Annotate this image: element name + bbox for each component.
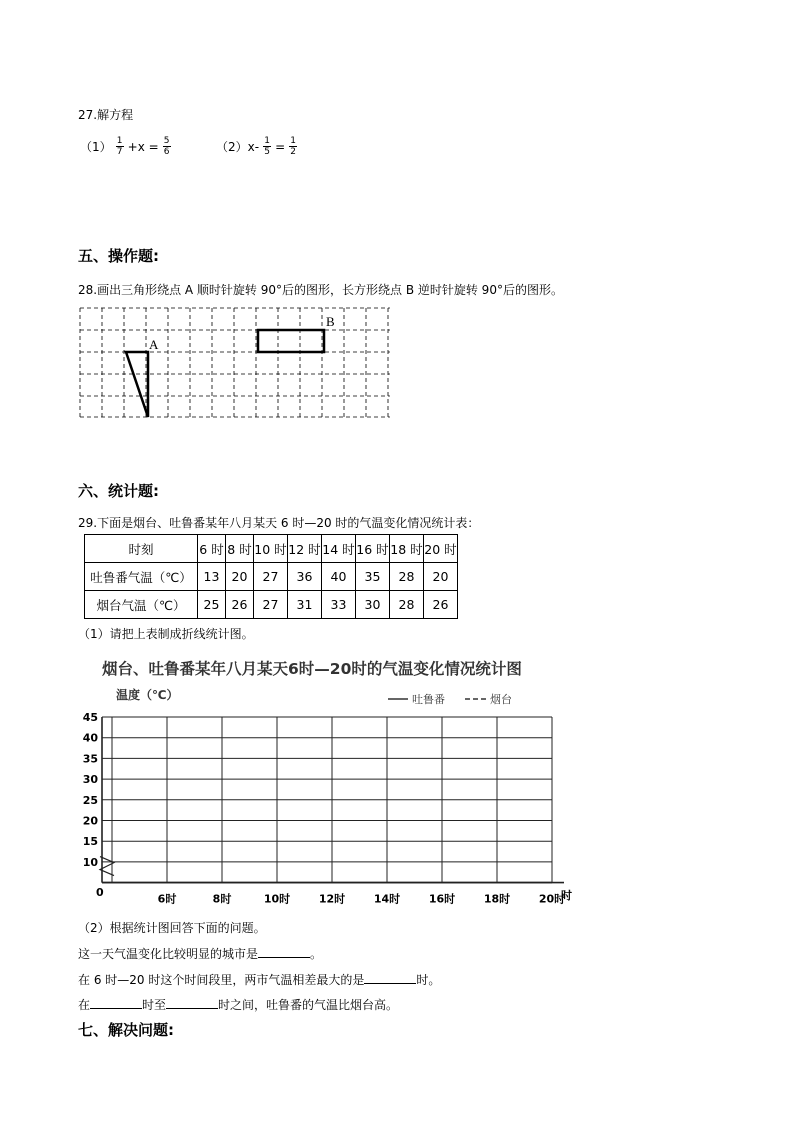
table-cell: 13 bbox=[198, 563, 226, 591]
chart-grid bbox=[100, 717, 564, 883]
section5-title: 五、操作题: bbox=[78, 247, 159, 265]
q29-line2: 在 6 时—20 时这个时间段里，两市气温相差最大的是 时。 bbox=[78, 970, 440, 988]
table-header-cell: 16 时 bbox=[356, 535, 390, 563]
y-tick-label: 10 bbox=[82, 855, 98, 869]
rotation-grid bbox=[78, 304, 394, 420]
table-cell: 吐鲁番气温（℃） bbox=[85, 563, 198, 591]
equation-1 bbox=[80, 136, 173, 157]
x-tick-label: 6时 bbox=[157, 892, 177, 906]
table-cell: 27 bbox=[254, 563, 288, 591]
chart-title: 烟台、吐鲁番某年八月某天6时—20时的气温变化情况统计图 bbox=[102, 660, 522, 678]
table-header-row bbox=[85, 535, 458, 563]
x-tick-label: 8时 bbox=[212, 892, 232, 906]
y-tick-label: 20 bbox=[82, 814, 98, 828]
table-cell: 26 bbox=[226, 591, 254, 619]
table-header-cell: 14 时 bbox=[322, 535, 356, 563]
answer-blank[interactable] bbox=[258, 944, 310, 958]
table-header-cell: 18 时 bbox=[390, 535, 424, 563]
x-tick-label: 14时 bbox=[373, 892, 401, 906]
q29-sub2: （2）根据统计图回答下面的问题。 bbox=[78, 921, 266, 935]
y-tick-label: 35 bbox=[82, 752, 98, 766]
equation-2 bbox=[216, 136, 299, 157]
table-cell: 33 bbox=[322, 591, 356, 619]
rectangle-shape bbox=[258, 330, 324, 352]
x-tick-label: 20时 bbox=[538, 892, 566, 906]
table-cell: 28 bbox=[390, 563, 424, 591]
eq1-label: （1） bbox=[80, 140, 112, 154]
table-cell: 28 bbox=[390, 591, 424, 619]
table-cell: 40 bbox=[322, 563, 356, 591]
eq2-fraction-a: $\frac{1}{5}$ bbox=[264, 136, 270, 157]
table-cell: 27 bbox=[254, 591, 288, 619]
section7-title: 七、解决问题: bbox=[78, 1021, 174, 1039]
q29-text: 29.下面是烟台、吐鲁番某年八月某天 6 时—20 时的气温变化情况统计表： bbox=[78, 516, 480, 530]
y-tick-label: 15 bbox=[82, 835, 98, 849]
chart-legend bbox=[388, 692, 512, 706]
table-header-cell: 12 时 bbox=[288, 535, 322, 563]
x-tick-label: 16时 bbox=[428, 892, 456, 906]
triangle-shape bbox=[126, 352, 148, 417]
chart-ticks bbox=[83, 711, 565, 906]
x-tick-label: 10时 bbox=[263, 892, 291, 906]
x-tick-label: 12时 bbox=[318, 892, 346, 906]
y-tick-label: 25 bbox=[82, 793, 98, 807]
eq2-label: （2）x- bbox=[216, 140, 260, 154]
table-header-cell: 6 时 bbox=[198, 535, 226, 563]
y-tick-label: 40 bbox=[82, 731, 98, 745]
table-cell: 烟台气温（℃） bbox=[85, 591, 198, 619]
table-cell: 20 bbox=[226, 563, 254, 591]
table-cell: 30 bbox=[356, 591, 390, 619]
x-tick-label: 18时 bbox=[483, 892, 511, 906]
answer-blank[interactable] bbox=[90, 995, 142, 1009]
table-header-cell: 20 时 bbox=[424, 535, 458, 563]
table-cell: 20 bbox=[424, 563, 458, 591]
grid-lines bbox=[80, 308, 390, 417]
temperature-table bbox=[84, 534, 458, 619]
chart-xlabel: 时 bbox=[561, 889, 572, 902]
eq2-mid: = bbox=[275, 139, 286, 154]
q29-line3: 在 时至 时之间，吐鲁番的气温比烟台高。 bbox=[78, 995, 398, 1013]
table-header-cell: 时刻 bbox=[85, 535, 198, 563]
legend-label: 烟台 bbox=[490, 693, 512, 706]
chart-origin: 0 bbox=[96, 886, 104, 899]
line-chart bbox=[80, 652, 580, 908]
eq1-mid: +x = bbox=[127, 139, 159, 154]
table-cell: 31 bbox=[288, 591, 322, 619]
q29-sub1: （1）请把上表制成折线统计图。 bbox=[78, 627, 254, 641]
legend-label: 吐鲁番 bbox=[412, 693, 445, 706]
table-header-cell: 8 时 bbox=[226, 535, 254, 563]
q28-text: 28.画出三角形绕点 A 顺时针旋转 90°后的图形，长方形绕点 B 逆时针旋转 90°后的图形。 bbox=[78, 283, 563, 297]
table-cell: 25 bbox=[198, 591, 226, 619]
table-cell: 35 bbox=[356, 563, 390, 591]
table-row bbox=[85, 591, 458, 619]
table-header-cell: 10 时 bbox=[254, 535, 288, 563]
eq1-fraction-b: $\frac{5}{6}$ bbox=[163, 136, 170, 157]
table-row bbox=[85, 563, 458, 591]
eq2-fraction-b: $\frac{1}{2}$ bbox=[290, 136, 296, 157]
chart-ylabel: 温度（℃） bbox=[116, 688, 179, 702]
point-a-label: A bbox=[149, 337, 159, 352]
section6-title: 六、统计题: bbox=[78, 482, 159, 500]
answer-blank[interactable] bbox=[166, 995, 218, 1009]
q29-line1: 这一天气温变化比较明显的城市是 。 bbox=[78, 944, 322, 962]
y-tick-label: 45 bbox=[82, 711, 98, 724]
table-cell: 36 bbox=[288, 563, 322, 591]
q27-title: 27.解方程 bbox=[78, 108, 134, 122]
table-cell: 26 bbox=[424, 591, 458, 619]
point-b-label: B bbox=[326, 314, 335, 329]
eq1-fraction-a: $\frac{1}{7}$ bbox=[116, 136, 123, 157]
answer-blank[interactable] bbox=[364, 970, 416, 984]
y-tick-label: 30 bbox=[82, 773, 98, 787]
